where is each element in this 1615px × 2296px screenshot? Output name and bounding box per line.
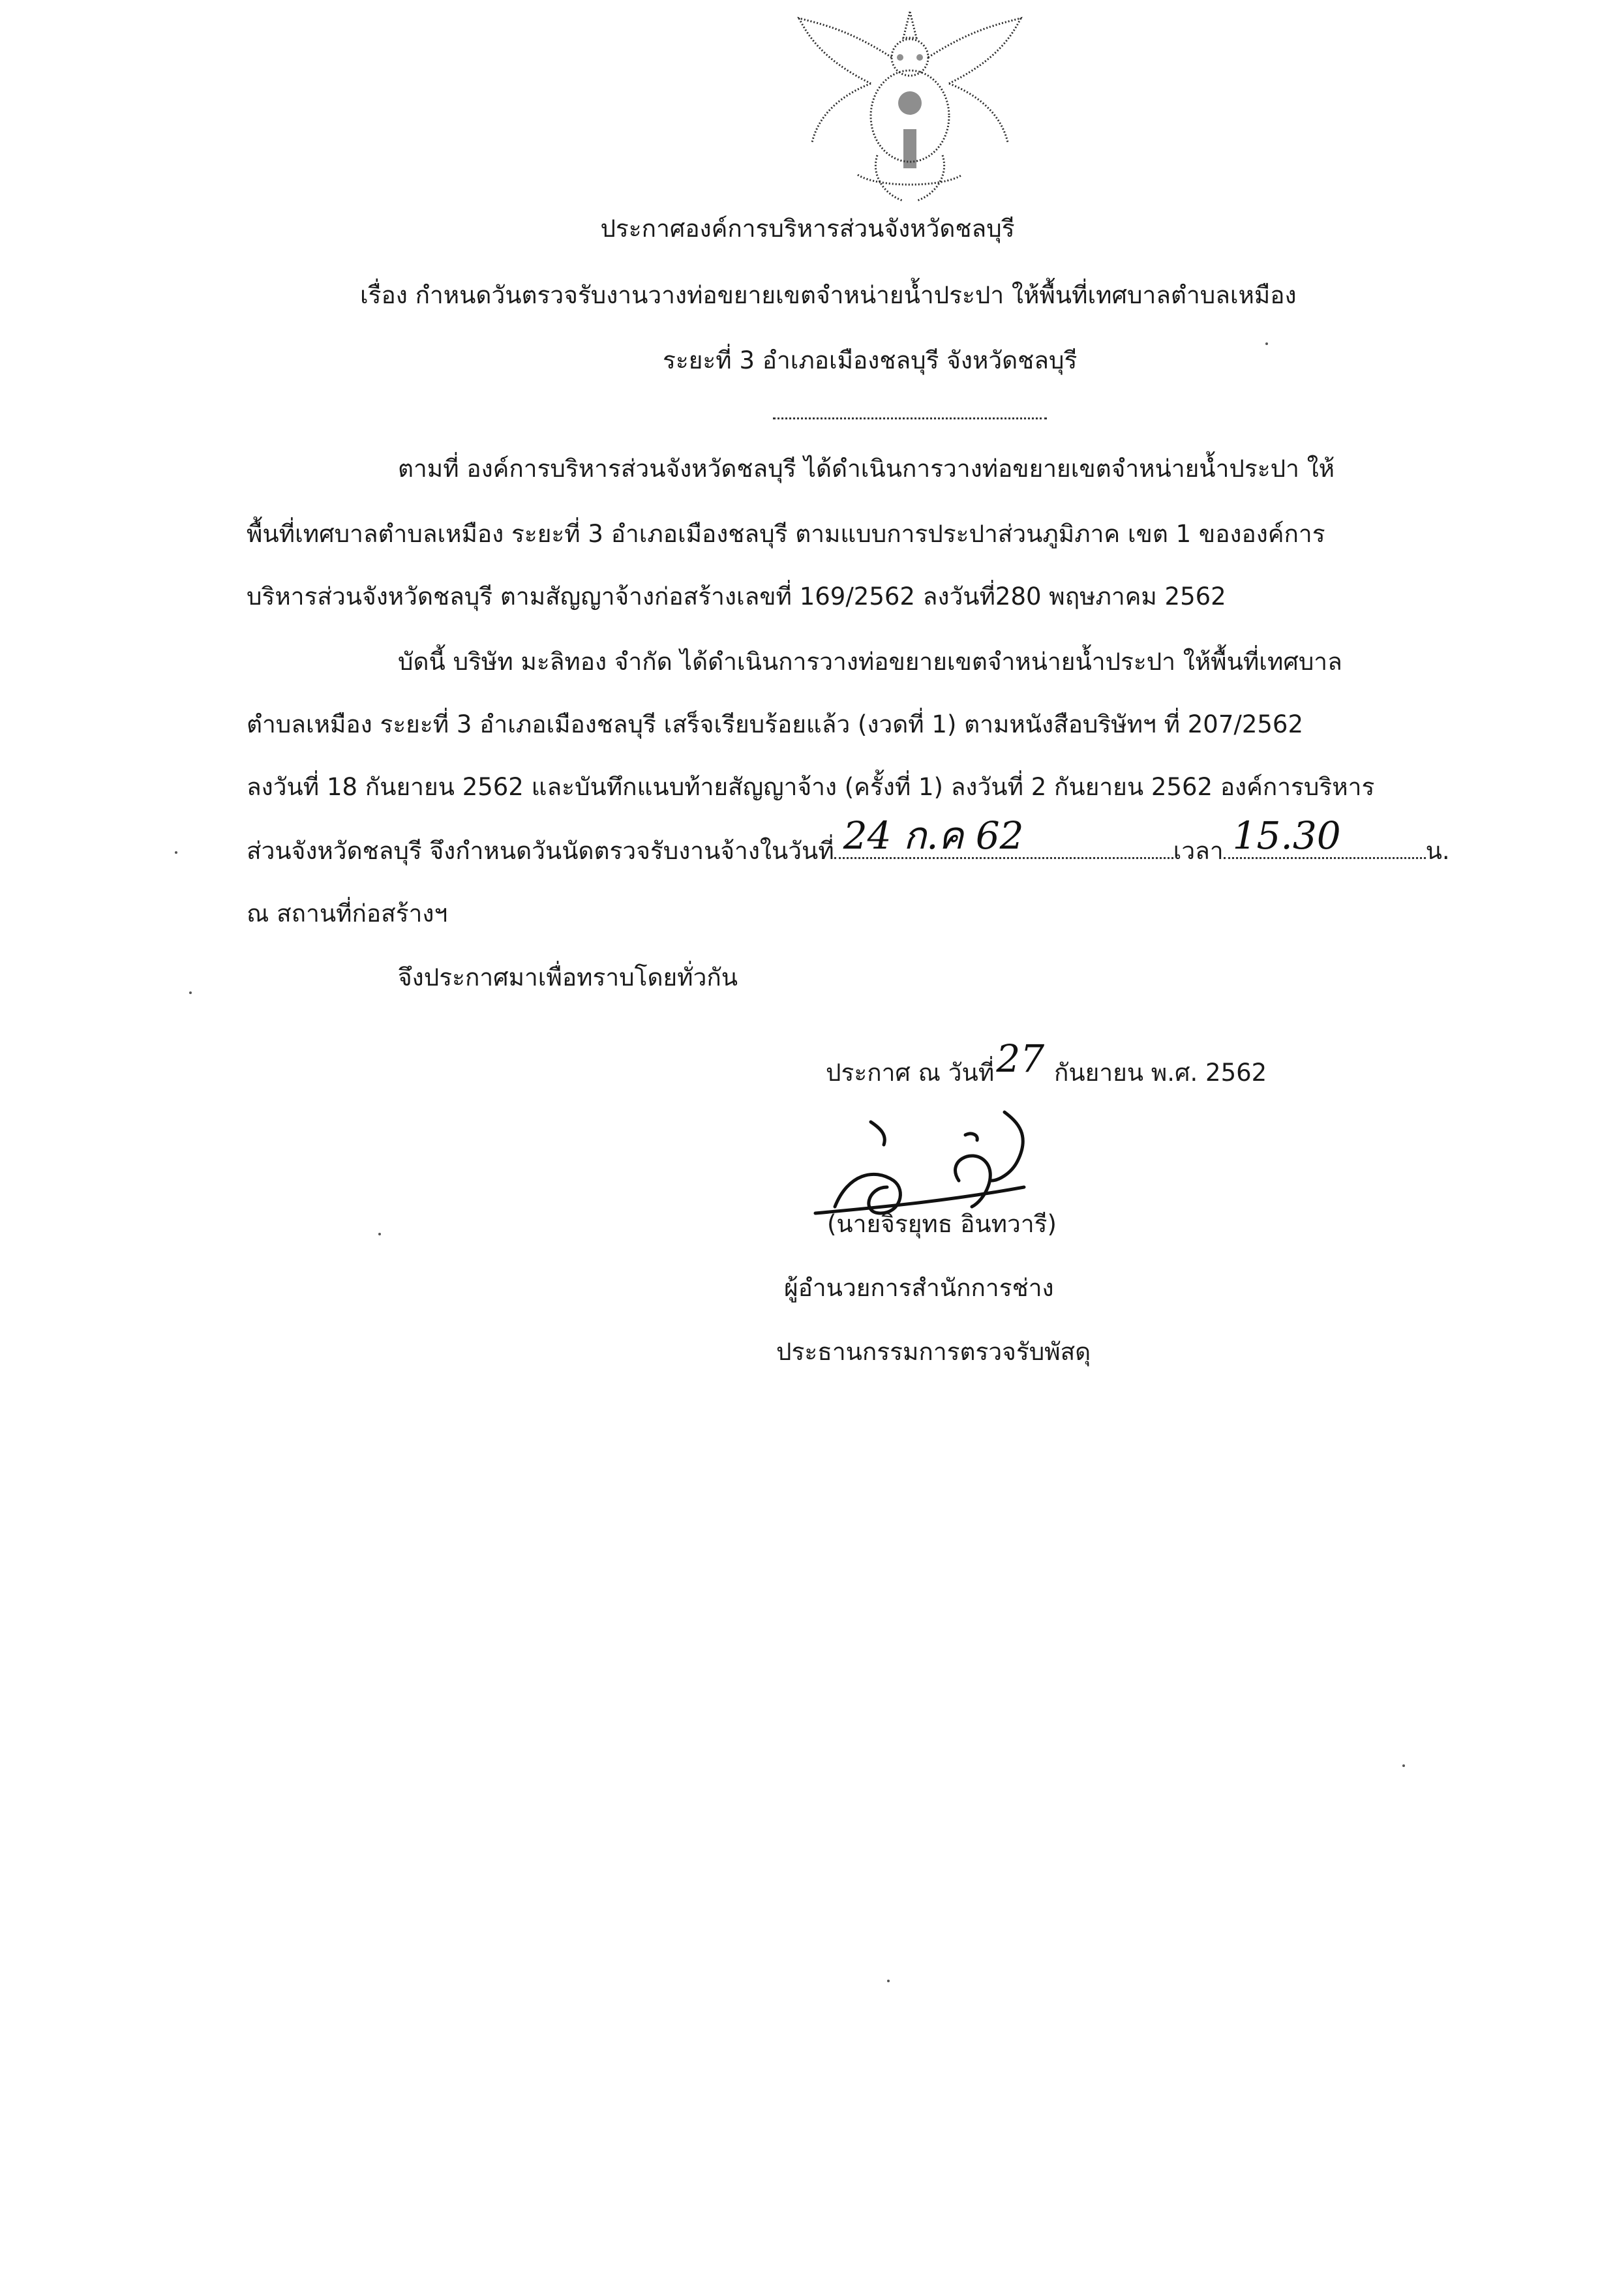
inspection-date-field — [834, 813, 1173, 859]
announcement-date — [826, 1036, 1267, 1089]
scan-speck — [189, 991, 192, 994]
signatory-position: ผู้อำนวยการสำนักการช่าง — [784, 1274, 1054, 1302]
scan-speck — [887, 1980, 890, 1982]
scan-speck — [175, 851, 177, 854]
scan-speck — [1265, 342, 1268, 345]
announce-day-handwritten: 27 — [996, 1036, 1045, 1081]
inspection-date-label: ส่วนจังหวัดชลบุรี จึงกำหนดวันนัดตรวจรับงานจ้างในวันที่ — [247, 837, 834, 865]
paragraph1-line3: บริหารส่วนจังหวัดชลบุรี ตามสัญญาจ้างก่อสร้างเลขที่ 169/2562 ลงวันที่280 พฤษภาคม 2562 — [247, 582, 1226, 611]
signatory-name: (นายจิรยุทธ อินทวารี) — [827, 1210, 1057, 1238]
paragraph2-line3: ลงวันที่ 18 กันยายน 2562 และบันทึกแนบท้ายสัญญาจ้าง (ครั้งที่ 1) ลงวันที่ 2 กันยายน 2562 องค์การบริหาร — [247, 773, 1375, 801]
announcement-subject: เรื่อง กำหนดวันตรวจรับงานวางท่อขยายเขตจำหน่ายน้ำประปา ให้พื้นที่เทศบาลตำบลเหมือง — [360, 281, 1297, 309]
paragraph2-line2: ตำบลเหมือง ระยะที่ 3 อำเภอเมืองชลบุรี เสร็จเรียบร้อยแล้ว (งวดที่ 1) ตามหนังสือบริษัทฯ ที่ 207/2562 — [247, 710, 1303, 738]
inspection-date-handwritten: 24 ก.ค 62 — [843, 813, 1024, 858]
inspection-time-field — [1224, 813, 1426, 859]
time-unit: น. — [1425, 837, 1450, 865]
announce-date-suffix: กันยายน พ.ศ. 2562 — [1046, 1059, 1267, 1087]
paragraph2-line4 — [247, 813, 1450, 868]
paragraph1-line1: ตามที่ องค์การบริหารส่วนจังหวัดชลบุรี ได้ดำเนินการวางท่อขยายเขตจำหน่ายน้ำประปา ให้ — [398, 455, 1335, 483]
signatory-role: ประธานกรรมการตรวจรับพัสดุ — [776, 1338, 1091, 1366]
closing-statement: จึงประกาศมาเพื่อทราบโดยทั่วกัน — [398, 963, 738, 991]
paragraph2-line5: ณ สถานที่ก่อสร้างฯ — [247, 899, 448, 928]
paragraph2-line1: บัดนี้ บริษัท มะลิทอง จำกัด ได้ดำเนินการวางท่อขยายเขตจำหน่ายน้ำประปา ให้พื้นที่เทศบาล — [398, 648, 1342, 676]
announce-date-prefix: ประกาศ ณ วันที่ — [826, 1059, 995, 1087]
time-label: เวลา — [1173, 837, 1224, 865]
announcement-subject-line2: ระยะที่ 3 อำเภอเมืองชลบุรี จังหวัดชลบุรี — [663, 346, 1078, 374]
announcement-title: ประกาศองค์การบริหารส่วนจังหวัดชลบุรี — [600, 215, 1015, 243]
dotted-separator — [773, 417, 1047, 419]
paragraph1-line2: พื้นที่เทศบาลตำบลเหมือง ระยะที่ 3 อำเภอเมืองชลบุรี ตามแบบการประปาส่วนภูมิภาค เขต 1 ขององค์การ — [247, 520, 1325, 548]
scan-speck — [378, 1233, 381, 1235]
garuda-emblem-icon — [773, 5, 1047, 207]
inspection-time-handwritten: 15.30 — [1232, 813, 1341, 858]
scan-speck — [1402, 1764, 1405, 1767]
